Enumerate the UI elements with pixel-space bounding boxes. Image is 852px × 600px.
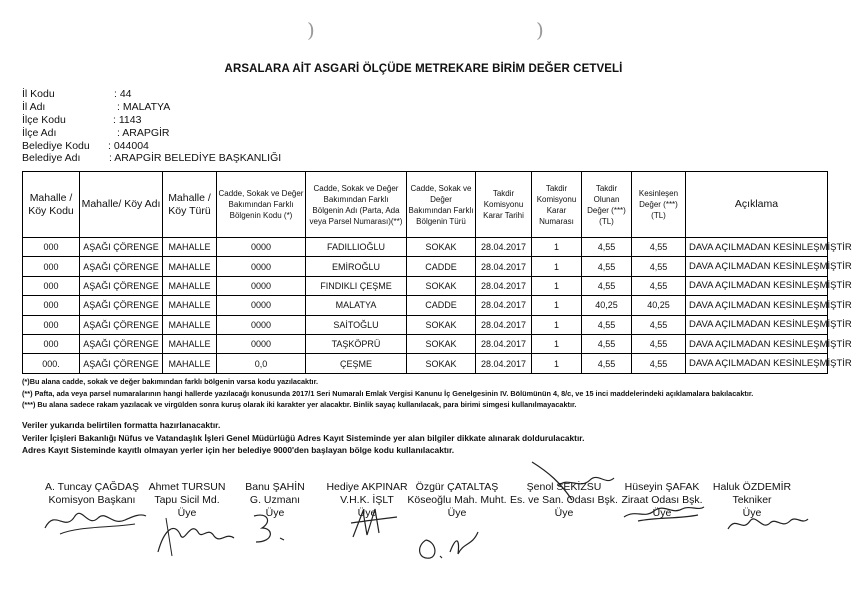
col-header-mahalle-kodu: Mahalle / Köy Kodu — [23, 172, 80, 238]
signer-name: A. Tuncay ÇAĞDAŞ — [45, 481, 139, 493]
footnote-2: (**) Pafta, ada veya parsel numaralarının hangi hallerde yazılacağı konusunda 2017/1 Seri Numaralı Emlak Vergisi Kanunu İç Genelgesinin IV. Bölümünün 4, 8/c, ve 15 inci maddelerindeki açıklamalara bakılacaktır. — [22, 388, 754, 398]
info-label: Belediye Adı — [22, 152, 81, 165]
handwritten-signature-member-3 — [345, 505, 405, 545]
handwritten-signature-member-2 — [244, 508, 304, 548]
table-row — [23, 257, 828, 276]
cell-takdir-degeri: 4,55 — [582, 334, 632, 353]
signature-member-4 — [402, 481, 512, 519]
signer-name: Ahmet TURSUN — [148, 481, 226, 493]
cell-mahalle-kodu: 000 — [23, 257, 80, 276]
signer-role: Tapu Sicil Md. — [154, 493, 220, 506]
cell-karar-tarihi: 28.04.2017 — [476, 296, 532, 315]
cell-bolge-kodu: 0000 — [217, 257, 306, 276]
signer-uye: Üye — [652, 506, 672, 519]
cell-mahalle-turu: MAHALLE — [163, 276, 217, 295]
instruction-1: Veriler yukarıda belirtilen formatta hazırlanacaktır. — [22, 420, 221, 430]
cell-kesinlesen-deger: 4,55 — [632, 257, 686, 276]
cell-karar-tarihi: 28.04.2017 — [476, 238, 532, 257]
cell-mahalle-adi: AŞAĞI ÇÖRENGE — [80, 315, 163, 334]
cell-bolge-kodu: 0000 — [217, 276, 306, 295]
table-row — [23, 238, 828, 257]
cell-mahalle-kodu: 000. — [23, 354, 80, 373]
col-header-bolge-kodu: Cadde, Sokak ve Değer Bakımından Farklı Bölgenin Kodu (*) — [217, 172, 306, 238]
info-value: : 044004 — [108, 139, 149, 152]
col-header-karar-numarasi: Takdir Komisyonu Karar Numarası — [532, 172, 582, 238]
cell-mahalle-adi: AŞAĞI ÇÖRENGE — [80, 354, 163, 373]
info-label: İlçe Adı — [22, 126, 57, 139]
cell-mahalle-turu: MAHALLE — [163, 296, 217, 315]
cell-mahalle-kodu: 000 — [23, 334, 80, 353]
cell-bolge-adi: TAŞKÖPRÜ — [306, 334, 407, 353]
cell-karar-numarasi: 1 — [532, 296, 582, 315]
cell-mahalle-adi: AŞAĞI ÇÖRENGE — [80, 296, 163, 315]
signer-role: V.H.K. İŞLT — [340, 493, 394, 506]
cell-bolge-adi: SAİTOĞLU — [306, 315, 407, 334]
signer-role: Tekniker — [732, 493, 772, 506]
cell-mahalle-adi: AŞAĞI ÇÖRENGE — [80, 238, 163, 257]
cell-bolge-turu: CADDE — [407, 296, 476, 315]
cell-karar-tarihi: 28.04.2017 — [476, 315, 532, 334]
cell-bolge-turu: SOKAK — [407, 276, 476, 295]
cell-bolge-adi: MALATYA — [306, 296, 407, 315]
cell-mahalle-adi: AŞAĞI ÇÖRENGE — [80, 257, 163, 276]
signer-uye: Üye — [742, 506, 762, 519]
cell-mahalle-turu: MAHALLE — [163, 238, 217, 257]
cell-kesinlesen-deger: 4,55 — [632, 354, 686, 373]
info-value: : ARAPGİR BELEDİYE BAŞKANLIĞI — [109, 152, 282, 165]
signer-name: Şenol SEKİZSU — [526, 481, 602, 493]
info-value: : MALATYA — [117, 100, 171, 113]
page-mark-right: ) — [536, 18, 544, 42]
signer-uye: Üye — [265, 506, 285, 519]
cell-aciklama: DAVA AÇILMADAN KESİNLEŞMİŞTİR — [686, 276, 828, 295]
handwritten-signature-chairman — [40, 498, 150, 538]
signer-uye: Üye — [447, 506, 467, 519]
cell-kesinlesen-deger: 4,55 — [632, 238, 686, 257]
cell-mahalle-kodu: 000 — [23, 315, 80, 334]
cell-mahalle-kodu: 000 — [23, 238, 80, 257]
signer-name: Hüseyin ŞAFAK — [624, 481, 700, 493]
cell-mahalle-turu: MAHALLE — [163, 354, 217, 373]
handwritten-signature-member-6 — [618, 495, 708, 525]
cell-mahalle-turu: MAHALLE — [163, 334, 217, 353]
info-value: : 1143 — [113, 113, 142, 126]
signer-name: Banu ŞAHİN — [245, 481, 305, 493]
cell-aciklama: DAVA AÇILMADAN KESİNLEŞMİŞTİR — [686, 257, 828, 276]
footnotes — [22, 376, 832, 411]
table-row — [23, 334, 828, 353]
cell-mahalle-turu: MAHALLE — [163, 315, 217, 334]
table-row — [23, 354, 828, 373]
signer-uye: Üye — [554, 506, 574, 519]
cell-kesinlesen-deger: 40,25 — [632, 296, 686, 315]
handwritten-signature-member-4 — [412, 518, 492, 564]
cell-mahalle-adi: AŞAĞI ÇÖRENGE — [80, 334, 163, 353]
cell-takdir-degeri: 4,55 — [582, 354, 632, 373]
cell-aciklama: DAVA AÇILMADAN KESİNLEŞMİŞTİR — [686, 334, 828, 353]
signer-role: Ziraat Odası Bşk. — [621, 493, 703, 506]
table-body — [23, 238, 852, 374]
signer-name: Haluk ÖZDEMİR — [712, 481, 792, 493]
signer-role: Köseoğlu Mah. Muht. — [407, 493, 507, 506]
cell-bolge-turu: SOKAK — [407, 238, 476, 257]
cell-aciklama: DAVA AÇILMADAN KESİNLEŞMİŞTİR — [686, 296, 828, 315]
cell-aciklama: DAVA AÇILMADAN KESİNLEŞMİŞTİR — [686, 354, 828, 373]
col-header-takdir-degeri: Takdir Olunan Değer (***) (TL) — [582, 172, 632, 238]
info-label: İl Kodu — [22, 88, 55, 100]
cell-bolge-adi: ÇEŞME — [306, 354, 407, 373]
col-header-kesinlesen-deger: Kesinleşen Değer (***) (TL) — [632, 172, 686, 238]
cell-karar-tarihi: 28.04.2017 — [476, 334, 532, 353]
col-header-mahalle-turu: Mahalle / Köy Türü — [163, 172, 217, 238]
footnote-3: (***) Bu alana sadece rakam yazılacak ve virgülden sonra kuruş olarak iki karakter yer alacaktır. Binlik sayaç kullanılacak, para birimi simgesi kullanılmayacaktır. — [22, 400, 577, 410]
cell-aciklama: DAVA AÇILMADAN KESİNLEŞMİŞTİR — [686, 315, 828, 334]
cell-bolge-adi: FINDIKLI ÇEŞME — [306, 276, 407, 295]
table-row — [23, 276, 828, 295]
col-header-bolge-adi: Cadde, Sokak ve Değer Bakımından Farklı Bölgenin Adı (Parta, Ada veya Parsel Numarası)(**) — [306, 172, 407, 238]
cell-karar-numarasi: 1 — [532, 354, 582, 373]
col-header-mahalle-adi: Mahalle/ Köy Adı — [80, 172, 163, 238]
cell-bolge-kodu: 0,0 — [217, 354, 306, 373]
cell-karar-numarasi: 1 — [532, 238, 582, 257]
instructions — [22, 419, 584, 457]
signer-name: Hediye AKPINAR — [326, 481, 408, 493]
cell-karar-tarihi: 28.04.2017 — [476, 276, 532, 295]
info-label: İlçe Kodu — [22, 113, 66, 126]
cell-takdir-degeri: 4,55 — [582, 276, 632, 295]
cell-takdir-degeri: 4,55 — [582, 238, 632, 257]
cell-mahalle-kodu: 000 — [23, 276, 80, 295]
table-row — [23, 296, 828, 315]
col-header-aciklama: Açıklama — [686, 172, 828, 238]
cell-karar-tarihi: 28.04.2017 — [476, 257, 532, 276]
cell-bolge-turu: SOKAK — [407, 315, 476, 334]
cell-bolge-adi: EMİROĞLU — [306, 257, 407, 276]
cell-kesinlesen-deger: 4,55 — [632, 315, 686, 334]
cell-karar-numarasi: 1 — [532, 334, 582, 353]
handwritten-signature-member-1 — [150, 512, 240, 560]
signer-role: Komisyon Başkanı — [48, 493, 136, 506]
table-row — [23, 315, 828, 334]
signer-role: Es. ve San. Odası Bşk. — [510, 493, 618, 506]
cell-bolge-adi: FADILLIOĞLU — [306, 238, 407, 257]
info-value: : 44 — [114, 88, 132, 100]
cell-karar-numarasi: 1 — [532, 276, 582, 295]
cell-mahalle-kodu: 000 — [23, 296, 80, 315]
handwritten-signature-member-7 — [722, 505, 812, 539]
instruction-2: Veriler İçişleri Bakanlığı Nüfus ve Vatandaşlık İşleri Genel Müdürlüğü Adres Kayıt Sisteminde yer alan bilgiler dikkate alınarak doldurulacaktır. — [22, 432, 585, 443]
signer-uye: Üye — [357, 506, 377, 519]
table-header-row — [23, 172, 828, 238]
info-value: : ARAPGİR — [117, 126, 170, 139]
signer-uye: Üye — [177, 506, 197, 519]
handwritten-signature-member-5 — [528, 456, 618, 506]
cell-karar-numarasi: 1 — [532, 315, 582, 334]
info-label: Belediye Kodu — [22, 139, 90, 152]
signer-role: G. Uzmanı — [249, 493, 301, 506]
cell-karar-numarasi: 1 — [532, 257, 582, 276]
cell-kesinlesen-deger: 4,55 — [632, 276, 686, 295]
info-label: İl Adı — [22, 100, 46, 113]
cell-bolge-kodu: 0000 — [217, 334, 306, 353]
unit-value-table — [22, 171, 852, 374]
cell-bolge-turu: SOKAK — [407, 354, 476, 373]
cell-takdir-degeri: 4,55 — [582, 257, 632, 276]
instruction-3: Adres Kayıt Sisteminde kayıtlı olmayan yerler için her belediye 9000'den başlayan bölge kodu kullanılacaktır. — [22, 445, 455, 455]
cell-bolge-kodu: 0000 — [217, 296, 306, 315]
cell-karar-tarihi: 28.04.2017 — [476, 354, 532, 373]
cell-mahalle-adi: AŞAĞI ÇÖRENGE — [80, 276, 163, 295]
document-title: ARSALARA AİT ASGARİ ÖLÇÜDE METREKARE BİRİM DEĞER CETVELİ — [224, 63, 623, 75]
cell-bolge-kodu: 0000 — [217, 315, 306, 334]
footnote-1: (*)Bu alana cadde, sokak ve değer bakımından farklı bölgenin varsa kodu yazılacaktır. — [22, 377, 319, 386]
cell-takdir-degeri: 40,25 — [582, 296, 632, 315]
signer-name: Özgür ÇATALTAŞ — [415, 481, 499, 493]
col-header-karar-tarihi: Takdir Komisyonu Karar Tarihi — [476, 172, 532, 238]
cell-aciklama: DAVA AÇILMADAN KESİNLEŞMİŞTİR — [686, 238, 828, 257]
cell-mahalle-turu: MAHALLE — [163, 257, 217, 276]
page-mark-left: ) — [307, 18, 315, 42]
cell-kesinlesen-deger: 4,55 — [632, 334, 686, 353]
cell-bolge-kodu: 0000 — [217, 238, 306, 257]
cell-takdir-degeri: 4,55 — [582, 315, 632, 334]
cell-bolge-turu: SOKAK — [407, 334, 476, 353]
col-header-bolge-turu: Cadde, Sokak ve Değer Bakımından Farklı Bölgenin Türü — [407, 172, 476, 238]
cell-bolge-turu: CADDE — [407, 257, 476, 276]
